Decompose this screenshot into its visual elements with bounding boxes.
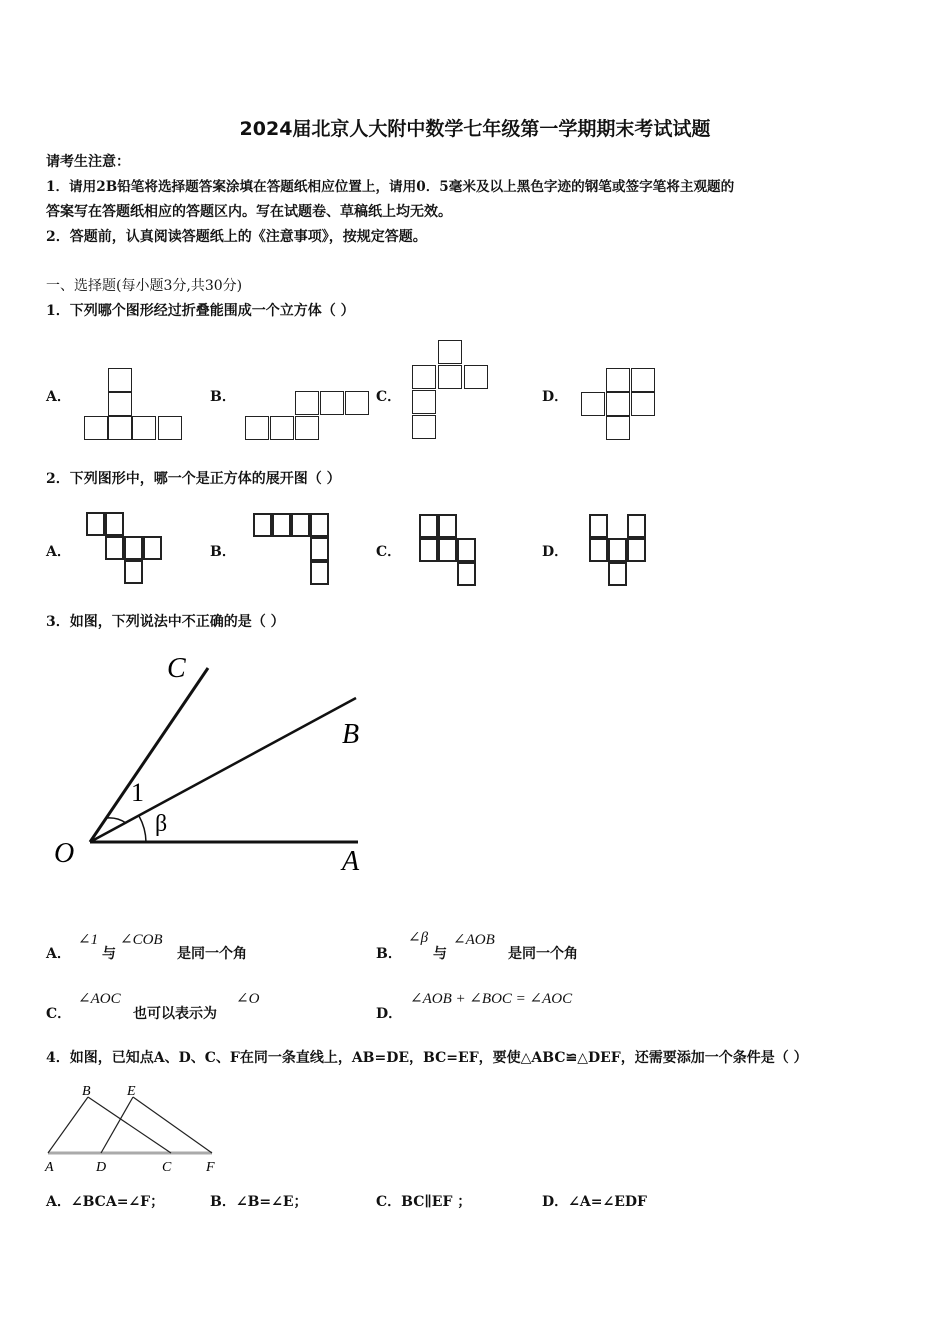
segment-bc [88, 1097, 171, 1153]
label-b: B [342, 719, 360, 750]
q3-option-a-tail: 是同一个角 [177, 946, 247, 962]
q3-option-b-angle-1: ∠β [408, 930, 429, 946]
q4-option-a: A．∠BCA=∠F； [46, 1194, 165, 1210]
label-beta: β [155, 811, 168, 837]
q1-option-a-label: A． [46, 389, 71, 405]
q4-triangle-figure [40, 1078, 230, 1178]
q3-option-b-label: B． [376, 946, 402, 962]
q3-option-c-label: C． [46, 1006, 72, 1022]
label-c: C [167, 653, 186, 684]
q3-option-d-label: D． [376, 1006, 403, 1022]
q1-option-b-label: B． [210, 389, 236, 405]
page-title: 2024届北京人大附中数学七年级第一学期期末考试试题 [239, 118, 711, 140]
label-a: A [342, 846, 360, 877]
ray-ob [90, 698, 356, 842]
notice-heading: 请考生注意： [46, 154, 130, 170]
q3-option-d-equation: ∠AOB + ∠BOC = ∠AOC [410, 991, 573, 1007]
q4-option-c: C．BC∥EF ； [376, 1194, 472, 1210]
section-heading: 一、选择题(每小题3分,共30分) [46, 278, 243, 294]
segment-de [101, 1097, 133, 1153]
label-d: D [96, 1160, 107, 1175]
q1-option-c-label: C． [376, 389, 402, 405]
q3-option-a-connector: 与 [102, 946, 116, 962]
question-3-stem: 3．如图，下列说法中不正确的是（ ） [46, 614, 285, 630]
q4-option-d: D．∠A=∠EDF [542, 1194, 647, 1210]
label-1: 1 [131, 778, 144, 807]
q3-option-c-connector: 也可以表示为 [133, 1006, 217, 1022]
ray-oc [90, 668, 208, 842]
segment-ef [133, 1097, 212, 1153]
label-o: O [54, 838, 75, 869]
q3-option-b-angle-2: ∠AOB [453, 932, 495, 948]
arc-angle-beta [139, 816, 146, 842]
question-4-stem: 4．如图，已知点A、D、C、F在同一条直线上，AB=DE，BC=EF，要使△ABC≌△DEF，还需要添加一个条件是（ ） [46, 1050, 808, 1066]
label-b: B [82, 1084, 91, 1099]
q4-option-b: B．∠B=∠E； [210, 1194, 308, 1210]
arc-angle-1 [107, 818, 126, 823]
q2-option-d-label: D． [542, 544, 569, 560]
label-f: F [206, 1160, 215, 1175]
q2-option-c-label: C． [376, 544, 402, 560]
q2-option-b-label: B． [210, 544, 236, 560]
q2-option-a-label: A． [46, 544, 71, 560]
question-1-stem: 1．下列哪个图形经过折叠能围成一个立方体（ ） [46, 303, 355, 319]
notice-line-1: 1．请用2B铅笔将选择题答案涂填在答题纸相应位置上，请用0．5毫米及以上黑色字迹的钢笔或签字笔将主观题的 [46, 179, 735, 195]
q3-angle-figure [40, 640, 400, 890]
label-c: C [162, 1160, 172, 1175]
q3-option-a-angle-2: ∠COB [120, 932, 163, 948]
q3-option-b-connector: 与 [433, 946, 447, 962]
segment-ab [48, 1097, 88, 1153]
question-2-stem: 2．下列图形中，哪一个是正方体的展开图（ ） [46, 471, 341, 487]
label-a: A [45, 1160, 54, 1175]
q3-option-a-label: A． [46, 946, 71, 962]
q1-option-d-label: D． [542, 389, 569, 405]
notice-line-2: 答案写在答题纸相应的答题区内。写在试题卷、草稿纸上均无效。 [46, 204, 452, 220]
q3-option-a-angle-1: ∠1 [78, 932, 99, 948]
label-e: E [127, 1084, 136, 1099]
q3-option-c-angle-2: ∠O [236, 991, 260, 1007]
q3-option-b-tail: 是同一个角 [508, 946, 578, 962]
q3-option-c-angle-1: ∠AOC [78, 991, 121, 1007]
notice-line-3: 2．答题前，认真阅读答题纸上的《注意事项》，按规定答题。 [46, 229, 427, 245]
